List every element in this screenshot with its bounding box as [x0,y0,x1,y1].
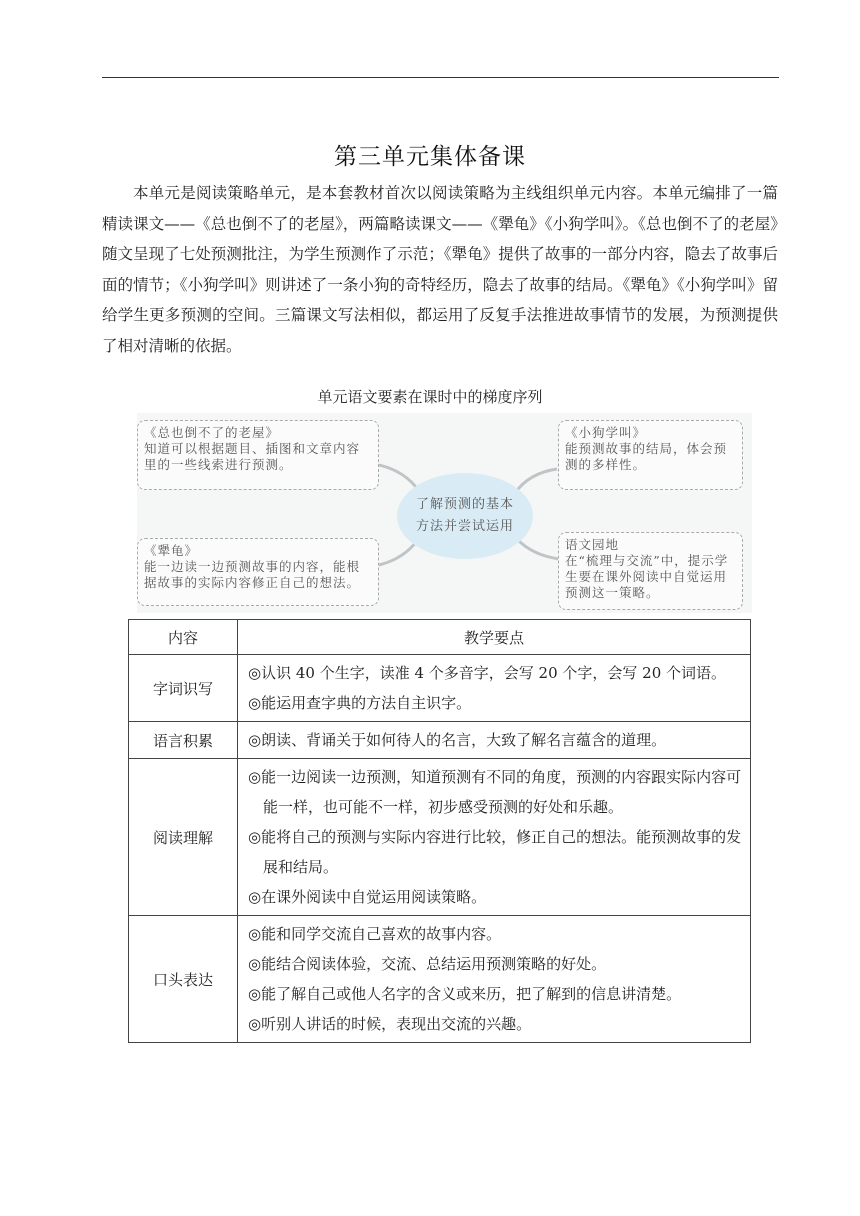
node-puppy-text: 能预测故事的结局，体会预测的多样性。 [565,441,728,472]
row-points [238,722,751,759]
row-points [238,759,751,916]
node-puppy [558,420,743,490]
gradient-sequence-diagram [137,413,752,613]
row-points [238,916,751,1043]
header-content: 内容 [129,620,238,655]
node-stubborn-turtle [137,538,379,606]
core-goal [397,473,533,559]
node-stubborn-turtle-text: 能一边读一边预测故事的内容，能根据故事的实际内容修正自己的想法。 [144,559,361,590]
teaching-points-table [128,619,751,1043]
header-teaching-points: 教学要点 [238,620,751,655]
connector-bottom-left [379,541,417,565]
intro-paragraph: 本单元是阅读策略单元，是本套教材首次以阅读策略为主线组织单元内容。本单元编排了一篇精读课文——《总也倒不了的老屋》，两篇略读课文——《犟龟》《小狗学叫》。《总也倒不了的老屋》随文呈现了七处预测批注，为学生预测作了示范；《犟龟》提供了故事的一部分内容，隐去了故事后面的情节；《小狗学叫》则讲述了一条小狗的奇特经历，隐去了故事的结局。《犟龟》《小狗学叫》留给学生更多预测的空间。三篇课文写法相似，都运用了反复手法推进故事情节的发展，为预测提供了相对清晰的依据。 [102,184,778,355]
node-language-garden [558,532,743,610]
table-row [129,916,751,1043]
node-old-house-text: 知道可以根据题目、插图和文章内容里的一些线索进行预测。 [144,441,361,472]
teaching-point: ◎能结合阅读体验，交流、总结运用预测策略的好处。 [248,955,607,973]
node-puppy-title: 《小狗学叫》 [565,425,647,440]
teaching-point: ◎认识 40 个生字，读准 4 个多音字，会写 20 个字，会写 20 个词语。 [248,664,727,682]
core-goal-line-1: 了解预测的基本 [415,497,514,512]
core-goal-line-2: 方法并尝试运用 [415,519,514,534]
row-category: 语言积累 [129,722,238,759]
page-title: 第三单元集体备课 [334,144,526,170]
teaching-point: ◎能一边阅读一边预测，知道预测有不同的角度，预测的内容跟实际内容可能一样，也可能不一样，初步感受预测的好处和乐趣。 [248,768,742,816]
table-row [129,655,751,722]
header-rule [102,77,779,78]
teaching-point: ◎能了解自己或他人名字的含义或来历，把了解到的信息讲清楚。 [248,985,682,1003]
row-category: 口头表达 [129,916,238,1043]
row-category: 字词识写 [129,655,238,722]
row-points [238,655,751,722]
node-language-garden-title: 语文园地 [565,537,620,552]
table-row [129,759,751,916]
node-stubborn-turtle-title: 《犟龟》 [144,543,199,558]
diagram-caption: 单元语文要素在课时中的梯度序列 [317,388,543,406]
connector-bottom-right [517,539,559,559]
connector-top-right [515,469,557,493]
node-old-house-title: 《总也倒不了的老屋》 [144,425,280,440]
table-row [129,722,751,759]
teaching-point: ◎能和同学交流自己喜欢的故事内容。 [248,925,502,943]
table-header-row [129,620,751,655]
teaching-point: ◎能运用查字典的方法自主识字。 [248,694,472,712]
teaching-point: ◎能将自己的预测与实际内容进行比较，修正自己的想法。能预测故事的发展和结局。 [248,828,742,876]
node-language-garden-text: 在“梳理与交流”中，提示学生要在课外阅读中自觉运用预测这一策略。 [565,553,729,600]
teaching-point: ◎在课外阅读中自觉运用阅读策略。 [248,888,487,906]
teaching-point: ◎听别人讲话的时候，表现出交流的兴趣。 [248,1015,532,1033]
row-category: 阅读理解 [129,759,238,916]
teaching-point: ◎朗读、背诵关于如何待人的名言，大致了解名言蕴含的道理。 [248,731,667,749]
node-old-house [137,420,379,490]
